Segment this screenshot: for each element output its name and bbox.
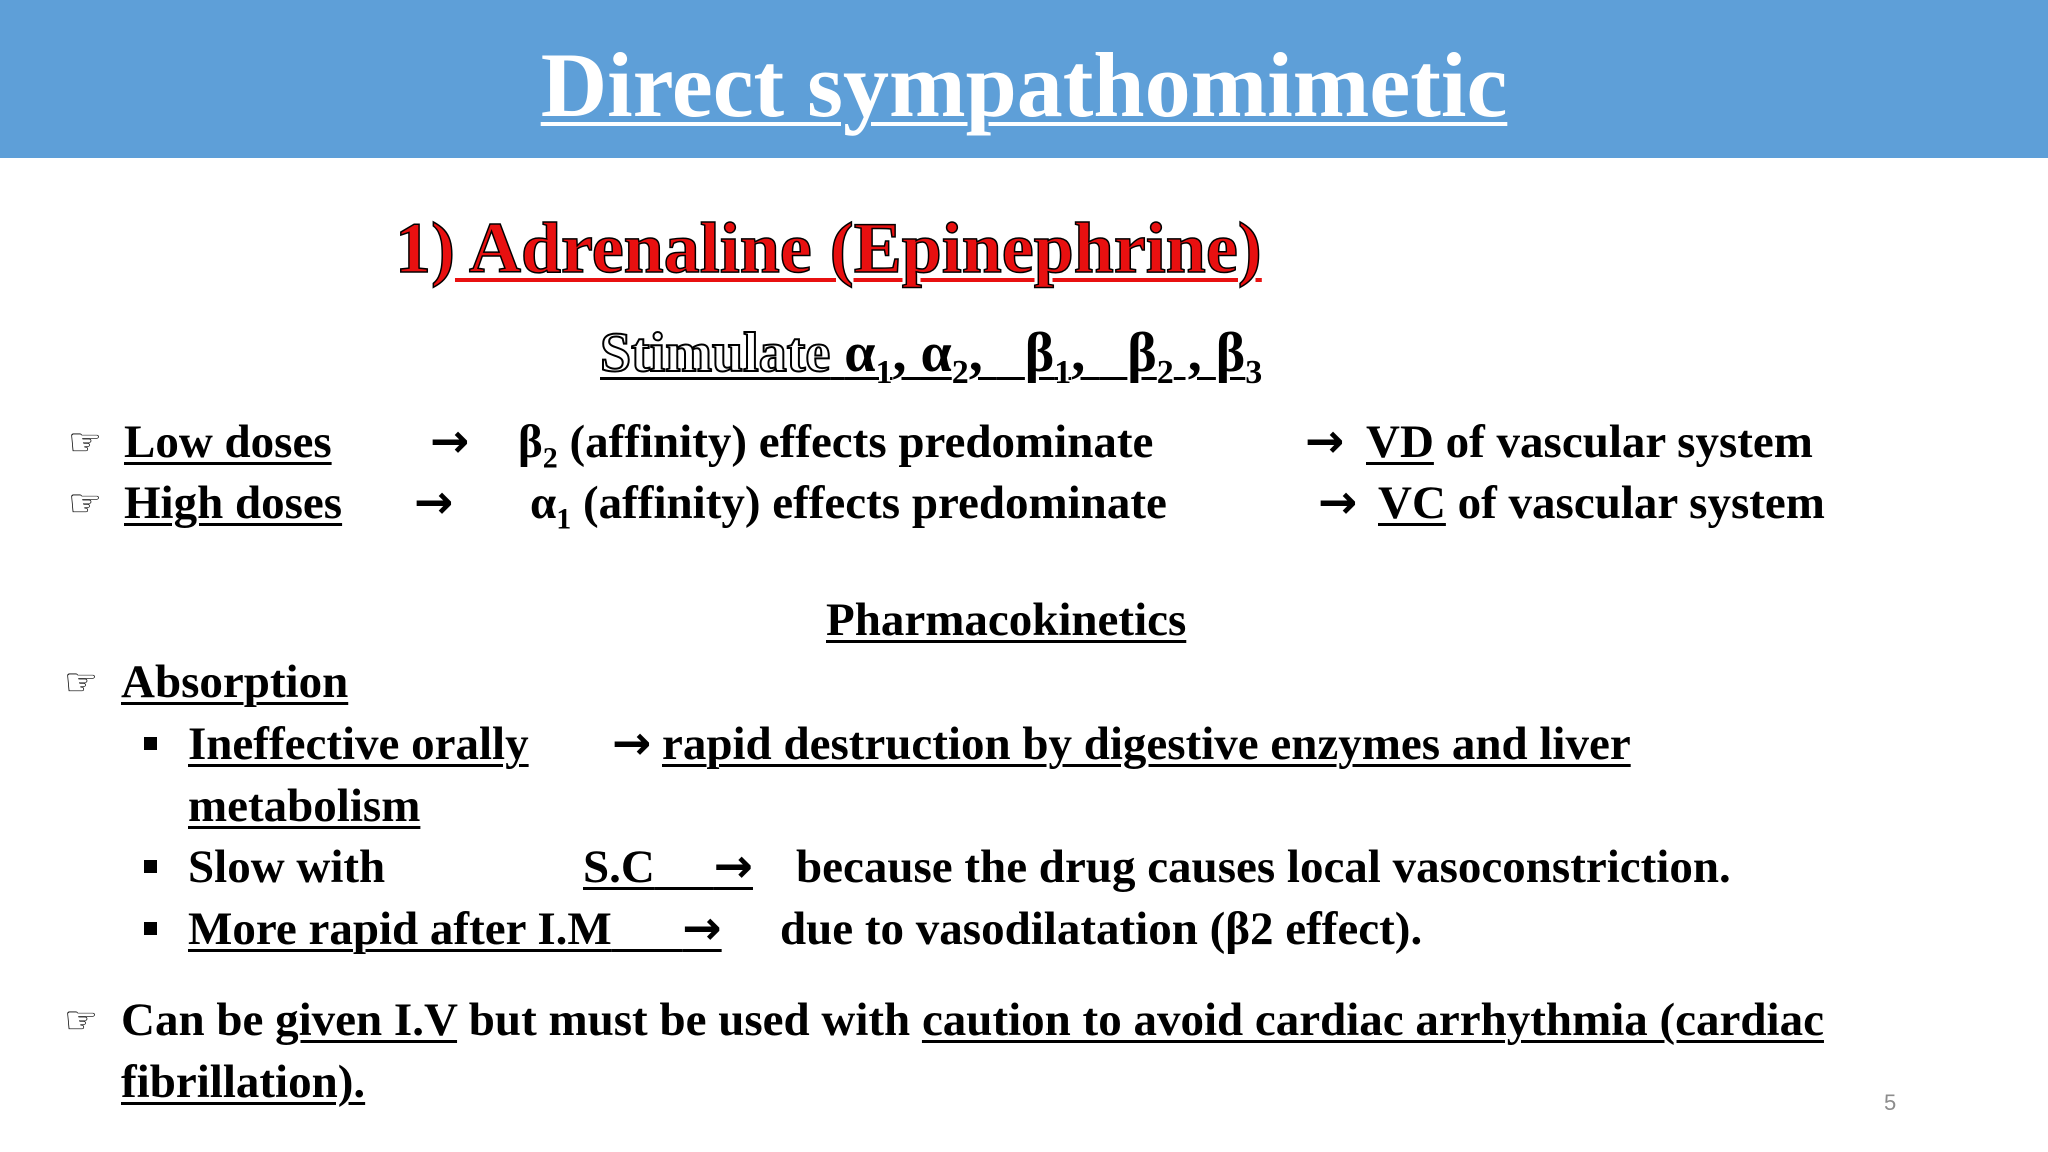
arrow-right-icon: → bbox=[1305, 414, 1345, 469]
receptor-stimulation-line bbox=[600, 318, 1262, 408]
absorption-item-im-reason: due to vasodilatation (β2 effect). bbox=[780, 903, 1423, 955]
pharmacokinetics-title: Pharmacokinetics bbox=[826, 594, 1187, 646]
low-doses-label: Low doses bbox=[124, 416, 332, 468]
low-doses-result: VD of vascular system bbox=[1366, 416, 1813, 468]
pointing-hand-icon: ☞ bbox=[64, 660, 99, 704]
arrow-right-icon: → bbox=[612, 716, 652, 771]
drug-heading bbox=[395, 203, 1262, 293]
iv-caution-line: Can be given I.V but must be used with caution to avoid cardiac arrhythmia (cardiac bbox=[121, 994, 1824, 1046]
absorption-item-oral-reason-cont: metabolism bbox=[188, 780, 421, 832]
arrow-right-icon: → bbox=[430, 414, 470, 469]
stimulate-word: Stimulate bbox=[600, 322, 831, 384]
low-doses-effect: $\beta_2$ (affinity) effects predominate bbox=[518, 416, 1154, 475]
absorption-item-im-label: More rapid after I.M → bbox=[188, 901, 722, 956]
absorption-label: Absorption bbox=[121, 656, 349, 708]
high-doses-result: VC of vascular system bbox=[1378, 477, 1825, 529]
iv-caution-line-cont: fibrillation). bbox=[121, 1056, 366, 1108]
high-doses-label: High doses bbox=[124, 477, 343, 529]
absorption-item-sc-route: S.C → bbox=[583, 839, 753, 894]
heading-drug-name: Adrenaline (Epinephrine) bbox=[454, 208, 1262, 288]
absorption-item-oral-label: Ineffective orally bbox=[188, 718, 529, 770]
arrow-right-icon: → bbox=[414, 475, 454, 530]
heading-number: 1) bbox=[395, 208, 455, 288]
pointing-hand-icon: ☞ bbox=[68, 420, 103, 464]
high-doses-effect: $\alpha_1$ (affinity) effects predominate bbox=[530, 477, 1167, 536]
page-number: 5 bbox=[1884, 1090, 1897, 1115]
receptor-beta3: $\beta_3$ bbox=[1215, 322, 1263, 392]
square-bullet-icon bbox=[144, 860, 157, 873]
pointing-hand-icon: ☞ bbox=[68, 481, 103, 525]
arrow-right-icon: → bbox=[713, 839, 753, 894]
arrow-right-icon: → bbox=[1318, 475, 1358, 530]
absorption-item-sc-reason: because the drug causes local vasoconstriction. bbox=[796, 841, 1731, 893]
receptor-alpha1: $\alpha_1$, bbox=[844, 322, 921, 392]
absorption-item-sc-label: Slow with bbox=[188, 841, 386, 893]
arrow-right-icon: → bbox=[682, 901, 722, 956]
slide-title: Direct sympathomimetic bbox=[540, 34, 1508, 136]
square-bullet-icon bbox=[144, 922, 157, 935]
receptor-beta2: $\beta_2$ , bbox=[1127, 322, 1216, 392]
receptor-alpha2: $\alpha_2$, bbox=[920, 322, 997, 392]
absorption-item-oral-reason: rapid destruction by digestive enzymes and liver bbox=[662, 718, 1631, 770]
square-bullet-icon bbox=[144, 737, 157, 750]
receptor-beta1: $\beta_1$, bbox=[1024, 322, 1100, 392]
pointing-hand-icon: ☞ bbox=[64, 998, 99, 1042]
